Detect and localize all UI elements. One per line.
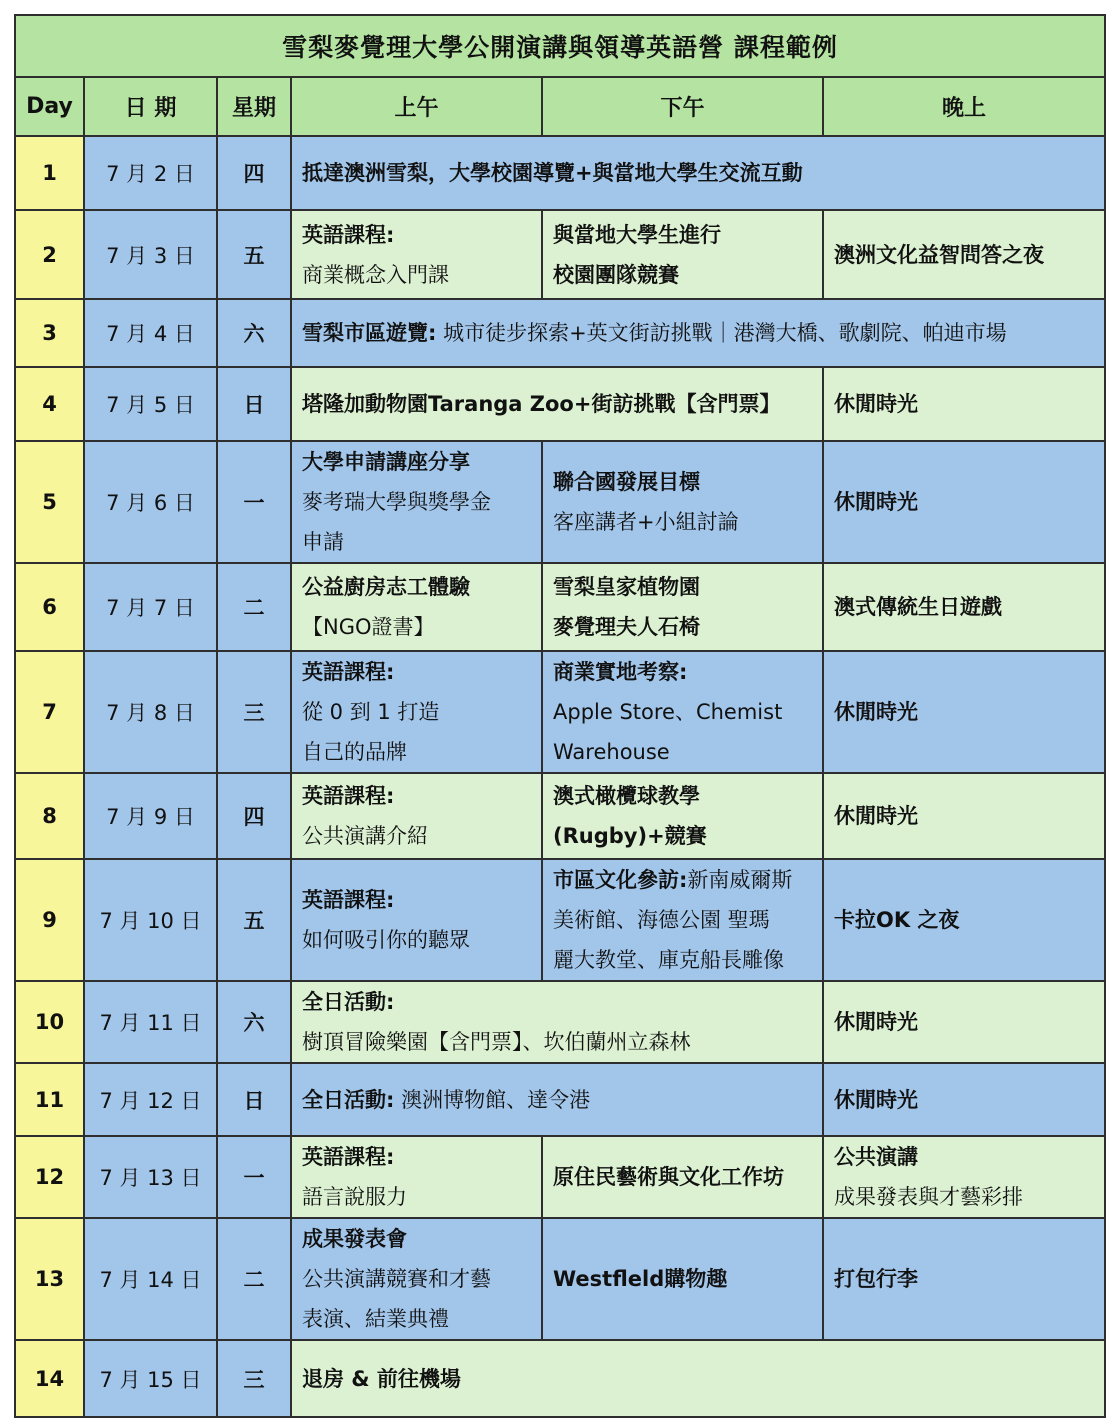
afternoon-cell xyxy=(542,1218,823,1340)
activity-text: 退房 & 前往機場 xyxy=(302,1366,461,1391)
schedule-table xyxy=(14,14,1106,1418)
activity-line xyxy=(302,384,812,424)
activity-line xyxy=(302,1022,812,1062)
table-row xyxy=(15,441,1105,563)
table-row xyxy=(15,1063,1105,1136)
activity-text: 如何吸引你的聽眾 xyxy=(302,928,470,952)
date-cell: 7 月 5 日 xyxy=(84,367,217,441)
activity-line xyxy=(553,776,812,816)
activity-line xyxy=(302,1299,531,1339)
activity-text: 從 0 到 1 打造 xyxy=(302,700,440,724)
activity-line xyxy=(553,1157,812,1197)
activity-text: 自己的品牌 xyxy=(302,740,407,764)
activity-line xyxy=(553,860,812,900)
morning-cell xyxy=(291,773,542,859)
full-day-cell xyxy=(291,1340,1105,1417)
activity-text: Westfleld購物趣 xyxy=(553,1267,728,1291)
afternoon-cell xyxy=(542,773,823,859)
weekday-cell: 四 xyxy=(217,136,291,210)
activity-text: 澳洲文化益智問答之夜 xyxy=(834,242,1044,267)
activity-text: 樹頂冒險樂園【含門票】、坎伯蘭州立森林 xyxy=(302,1030,691,1054)
full-day-cell xyxy=(291,136,1105,210)
morning-cell xyxy=(291,1218,542,1340)
weekday-cell: 三 xyxy=(217,651,291,773)
activity-line xyxy=(302,153,1094,193)
day-cell: 9 xyxy=(15,859,84,981)
activity-line xyxy=(553,816,812,856)
header-evening: 晚上 xyxy=(823,77,1105,136)
full-day-cell xyxy=(291,299,1105,367)
activity-text: Warehouse xyxy=(553,740,670,764)
activity-line xyxy=(834,384,1094,424)
activity-line xyxy=(302,607,531,647)
morning-cell xyxy=(291,651,542,773)
date-cell: 7 月 2 日 xyxy=(84,136,217,210)
table-row xyxy=(15,563,1105,651)
morning-cell xyxy=(291,441,542,563)
afternoon-cell xyxy=(542,1136,823,1218)
activity-line xyxy=(302,522,531,562)
activity-text: 商業概念入門課 xyxy=(302,262,449,287)
date-cell: 7 月 13 日 xyxy=(84,1136,217,1218)
activity-line xyxy=(553,462,812,502)
morning-cell xyxy=(291,210,542,299)
activity-text: 校園團隊競賽 xyxy=(553,262,679,287)
activity-line xyxy=(834,1259,1094,1299)
activity-line xyxy=(302,442,531,482)
evening-cell xyxy=(823,651,1105,773)
afternoon-cell xyxy=(542,563,823,651)
weekday-cell: 五 xyxy=(217,859,291,981)
activity-line xyxy=(834,235,1094,275)
header-afternoon: 下午 xyxy=(542,77,823,136)
activity-line xyxy=(302,982,812,1022)
day-cell: 7 xyxy=(15,651,84,773)
morning-cell xyxy=(291,859,542,981)
activity-line xyxy=(302,732,531,772)
activity-text: 成果發表與才藝彩排 xyxy=(834,1185,1023,1209)
activity-text: 英語課程: xyxy=(302,888,395,912)
activity-line xyxy=(553,255,812,295)
weekday-cell: 一 xyxy=(217,1136,291,1218)
table-row xyxy=(15,299,1105,367)
day-cell: 10 xyxy=(15,981,84,1063)
date-cell: 7 月 4 日 xyxy=(84,299,217,367)
activity-text: 休閒時光 xyxy=(834,1010,918,1034)
date-cell: 7 月 14 日 xyxy=(84,1218,217,1340)
activity-line xyxy=(553,502,812,542)
weekday-cell: 二 xyxy=(217,1218,291,1340)
day-cell: 1 xyxy=(15,136,84,210)
activity-text: 公益廚房志工體驗 xyxy=(302,575,470,599)
weekday-cell: 日 xyxy=(217,1063,291,1136)
day-cell: 6 xyxy=(15,563,84,651)
evening-cell xyxy=(823,563,1105,651)
weekday-cell: 一 xyxy=(217,441,291,563)
activity-line xyxy=(834,482,1094,522)
activity-line xyxy=(302,313,1094,353)
table-row xyxy=(15,981,1105,1063)
day-cell: 11 xyxy=(15,1063,84,1136)
activity-line xyxy=(302,1137,531,1177)
evening-cell xyxy=(823,981,1105,1063)
table-row xyxy=(15,1340,1105,1417)
evening-cell xyxy=(823,1218,1105,1340)
activity-detail: 城市徒步探索+英文街訪挑戰｜港灣大橋、歌劇院、帕迪市場 xyxy=(436,321,1007,345)
evening-cell xyxy=(823,859,1105,981)
activity-line xyxy=(302,482,531,522)
activity-line xyxy=(553,692,812,732)
activity-detail: 新南威爾斯 xyxy=(687,868,793,892)
activity-text: 雪梨市區遊覽: xyxy=(302,321,437,345)
afternoon-cell xyxy=(542,651,823,773)
activity-line xyxy=(834,1080,1094,1120)
date-cell: 7 月 8 日 xyxy=(84,651,217,773)
morning-cell xyxy=(291,1136,542,1218)
activity-text: 公共演講介紹 xyxy=(302,824,428,848)
day-cell: 13 xyxy=(15,1218,84,1340)
activity-text: 塔隆加動物園Taranga Zoo+街訪挑戰【含門票】 xyxy=(302,392,781,416)
activity-text: 休閒時光 xyxy=(834,804,918,828)
header-day: Day xyxy=(15,77,84,136)
afternoon-cell xyxy=(542,441,823,563)
morning-cell xyxy=(291,563,542,651)
evening-cell xyxy=(823,1136,1105,1218)
activity-text: 公共演講 xyxy=(834,1145,918,1169)
activity-detail: 澳洲博物館、達令港 xyxy=(394,1087,591,1112)
activity-line xyxy=(302,567,531,607)
activity-line xyxy=(834,692,1094,732)
activity-line xyxy=(302,880,531,920)
activity-text: 與當地大學生進行 xyxy=(553,222,721,247)
activity-line xyxy=(553,1259,812,1299)
activity-line xyxy=(553,652,812,692)
activity-text: 表演、結業典禮 xyxy=(302,1307,449,1331)
weekday-cell: 五 xyxy=(217,210,291,299)
activity-text: 麗大教堂、庫克船長雕像 xyxy=(553,948,784,972)
activity-text: 市區文化參訪: xyxy=(553,868,688,892)
day-cell: 14 xyxy=(15,1340,84,1417)
activity-text: 申請 xyxy=(302,530,344,554)
activity-line xyxy=(834,1177,1094,1217)
activity-text: 大學申請講座分享 xyxy=(302,450,470,474)
activity-line xyxy=(302,816,531,856)
activity-text: 休閒時光 xyxy=(834,1087,918,1112)
activity-text: 全日活動: xyxy=(302,990,395,1014)
activity-text: 休閒時光 xyxy=(834,700,918,724)
activity-line xyxy=(302,1359,1094,1399)
activity-text: 客座講者+小組討論 xyxy=(553,510,739,534)
activity-text: 澳式橄欖球教學 xyxy=(553,784,700,808)
activity-line xyxy=(302,1177,531,1217)
header-date: 日 期 xyxy=(84,77,217,136)
activity-text: Apple Store、Chemist xyxy=(553,700,783,724)
day-cell: 2 xyxy=(15,210,84,299)
title-row xyxy=(15,15,1105,77)
activity-text: 美術館、海德公園 聖瑪 xyxy=(553,908,770,932)
evening-cell xyxy=(823,441,1105,563)
afternoon-cell xyxy=(542,210,823,299)
activity-line xyxy=(553,900,812,940)
day-cell: 5 xyxy=(15,441,84,563)
table-row xyxy=(15,1218,1105,1340)
activity-text: 聯合國發展目標 xyxy=(553,470,700,494)
weekday-cell: 三 xyxy=(217,1340,291,1417)
activity-line xyxy=(302,1080,812,1120)
date-cell: 7 月 3 日 xyxy=(84,210,217,299)
weekday-cell: 六 xyxy=(217,299,291,367)
activity-text: 原住民藝術與文化工作坊 xyxy=(553,1165,784,1189)
weekday-cell: 六 xyxy=(217,981,291,1063)
activity-text: 雪梨皇家植物園 xyxy=(553,575,700,599)
activity-line xyxy=(553,215,812,255)
activity-text: 休閒時光 xyxy=(834,392,918,416)
day-cell: 12 xyxy=(15,1136,84,1218)
activity-text: 成果發表會 xyxy=(302,1227,407,1251)
date-cell: 7 月 10 日 xyxy=(84,859,217,981)
activity-text: (Rugby)+競賽 xyxy=(553,824,707,848)
activity-text: 【NGO證書】 xyxy=(302,615,435,639)
day-activity-cell xyxy=(291,981,823,1063)
activity-line xyxy=(834,1002,1094,1042)
activity-line xyxy=(302,1259,531,1299)
activity-text: 語言說服力 xyxy=(302,1185,407,1209)
activity-line xyxy=(302,692,531,732)
table-title: 雪梨麥覺理大學公開演講與領導英語營 課程範例 xyxy=(15,15,1105,77)
activity-line xyxy=(302,920,531,960)
activity-text: 英語課程: xyxy=(302,660,395,684)
day-cell: 4 xyxy=(15,367,84,441)
activity-line xyxy=(834,900,1094,940)
activity-line xyxy=(553,607,812,647)
activity-text: 英語課程: xyxy=(302,1145,395,1169)
date-cell: 7 月 15 日 xyxy=(84,1340,217,1417)
activity-line xyxy=(834,1137,1094,1177)
activity-line xyxy=(834,587,1094,627)
activity-line xyxy=(553,732,812,772)
header-weekday: 星期 xyxy=(217,77,291,136)
evening-cell xyxy=(823,1063,1105,1136)
activity-line xyxy=(834,796,1094,836)
date-cell: 7 月 12 日 xyxy=(84,1063,217,1136)
day-activity-cell xyxy=(291,1063,823,1136)
activity-line xyxy=(302,255,531,295)
activity-line xyxy=(553,567,812,607)
evening-cell xyxy=(823,367,1105,441)
activity-text: 全日活動: xyxy=(302,1087,395,1112)
date-cell: 7 月 6 日 xyxy=(84,441,217,563)
activity-line xyxy=(302,1219,531,1259)
activity-text: 澳式傳統生日遊戲 xyxy=(834,595,1002,619)
activity-text: 打包行李 xyxy=(834,1267,918,1291)
evening-cell xyxy=(823,210,1105,299)
day-cell: 8 xyxy=(15,773,84,859)
table-row xyxy=(15,651,1105,773)
activity-text: 抵達澳洲雪梨，大學校園導覽+與當地大學生交流互動 xyxy=(302,161,803,185)
day-cell: 3 xyxy=(15,299,84,367)
date-cell: 7 月 7 日 xyxy=(84,563,217,651)
schedule-body xyxy=(15,15,1105,1417)
activity-line xyxy=(302,652,531,692)
day-activity-cell xyxy=(291,367,823,441)
activity-text: 公共演講競賽和才藝 xyxy=(302,1267,491,1291)
activity-text: 英語課程: xyxy=(302,784,395,808)
activity-text: 英語課程: xyxy=(302,222,395,247)
weekday-cell: 日 xyxy=(217,367,291,441)
date-cell: 7 月 9 日 xyxy=(84,773,217,859)
weekday-cell: 四 xyxy=(217,773,291,859)
table-row xyxy=(15,1136,1105,1218)
evening-cell xyxy=(823,773,1105,859)
activity-line xyxy=(553,940,812,980)
afternoon-cell xyxy=(542,859,823,981)
header-row xyxy=(15,77,1105,136)
table-row xyxy=(15,210,1105,299)
table-row xyxy=(15,859,1105,981)
activity-text: 商業實地考察: xyxy=(553,660,688,684)
activity-text: 麥覺理夫人石椅 xyxy=(553,615,700,639)
table-row xyxy=(15,136,1105,210)
activity-line xyxy=(302,215,531,255)
header-morning: 上午 xyxy=(291,77,542,136)
table-row xyxy=(15,367,1105,441)
activity-text: 卡拉OK 之夜 xyxy=(834,908,960,932)
weekday-cell: 二 xyxy=(217,563,291,651)
table-row xyxy=(15,773,1105,859)
activity-text: 休閒時光 xyxy=(834,490,918,514)
date-cell: 7 月 11 日 xyxy=(84,981,217,1063)
activity-text: 麥考瑞大學與獎學金 xyxy=(302,490,491,514)
activity-line xyxy=(302,776,531,816)
